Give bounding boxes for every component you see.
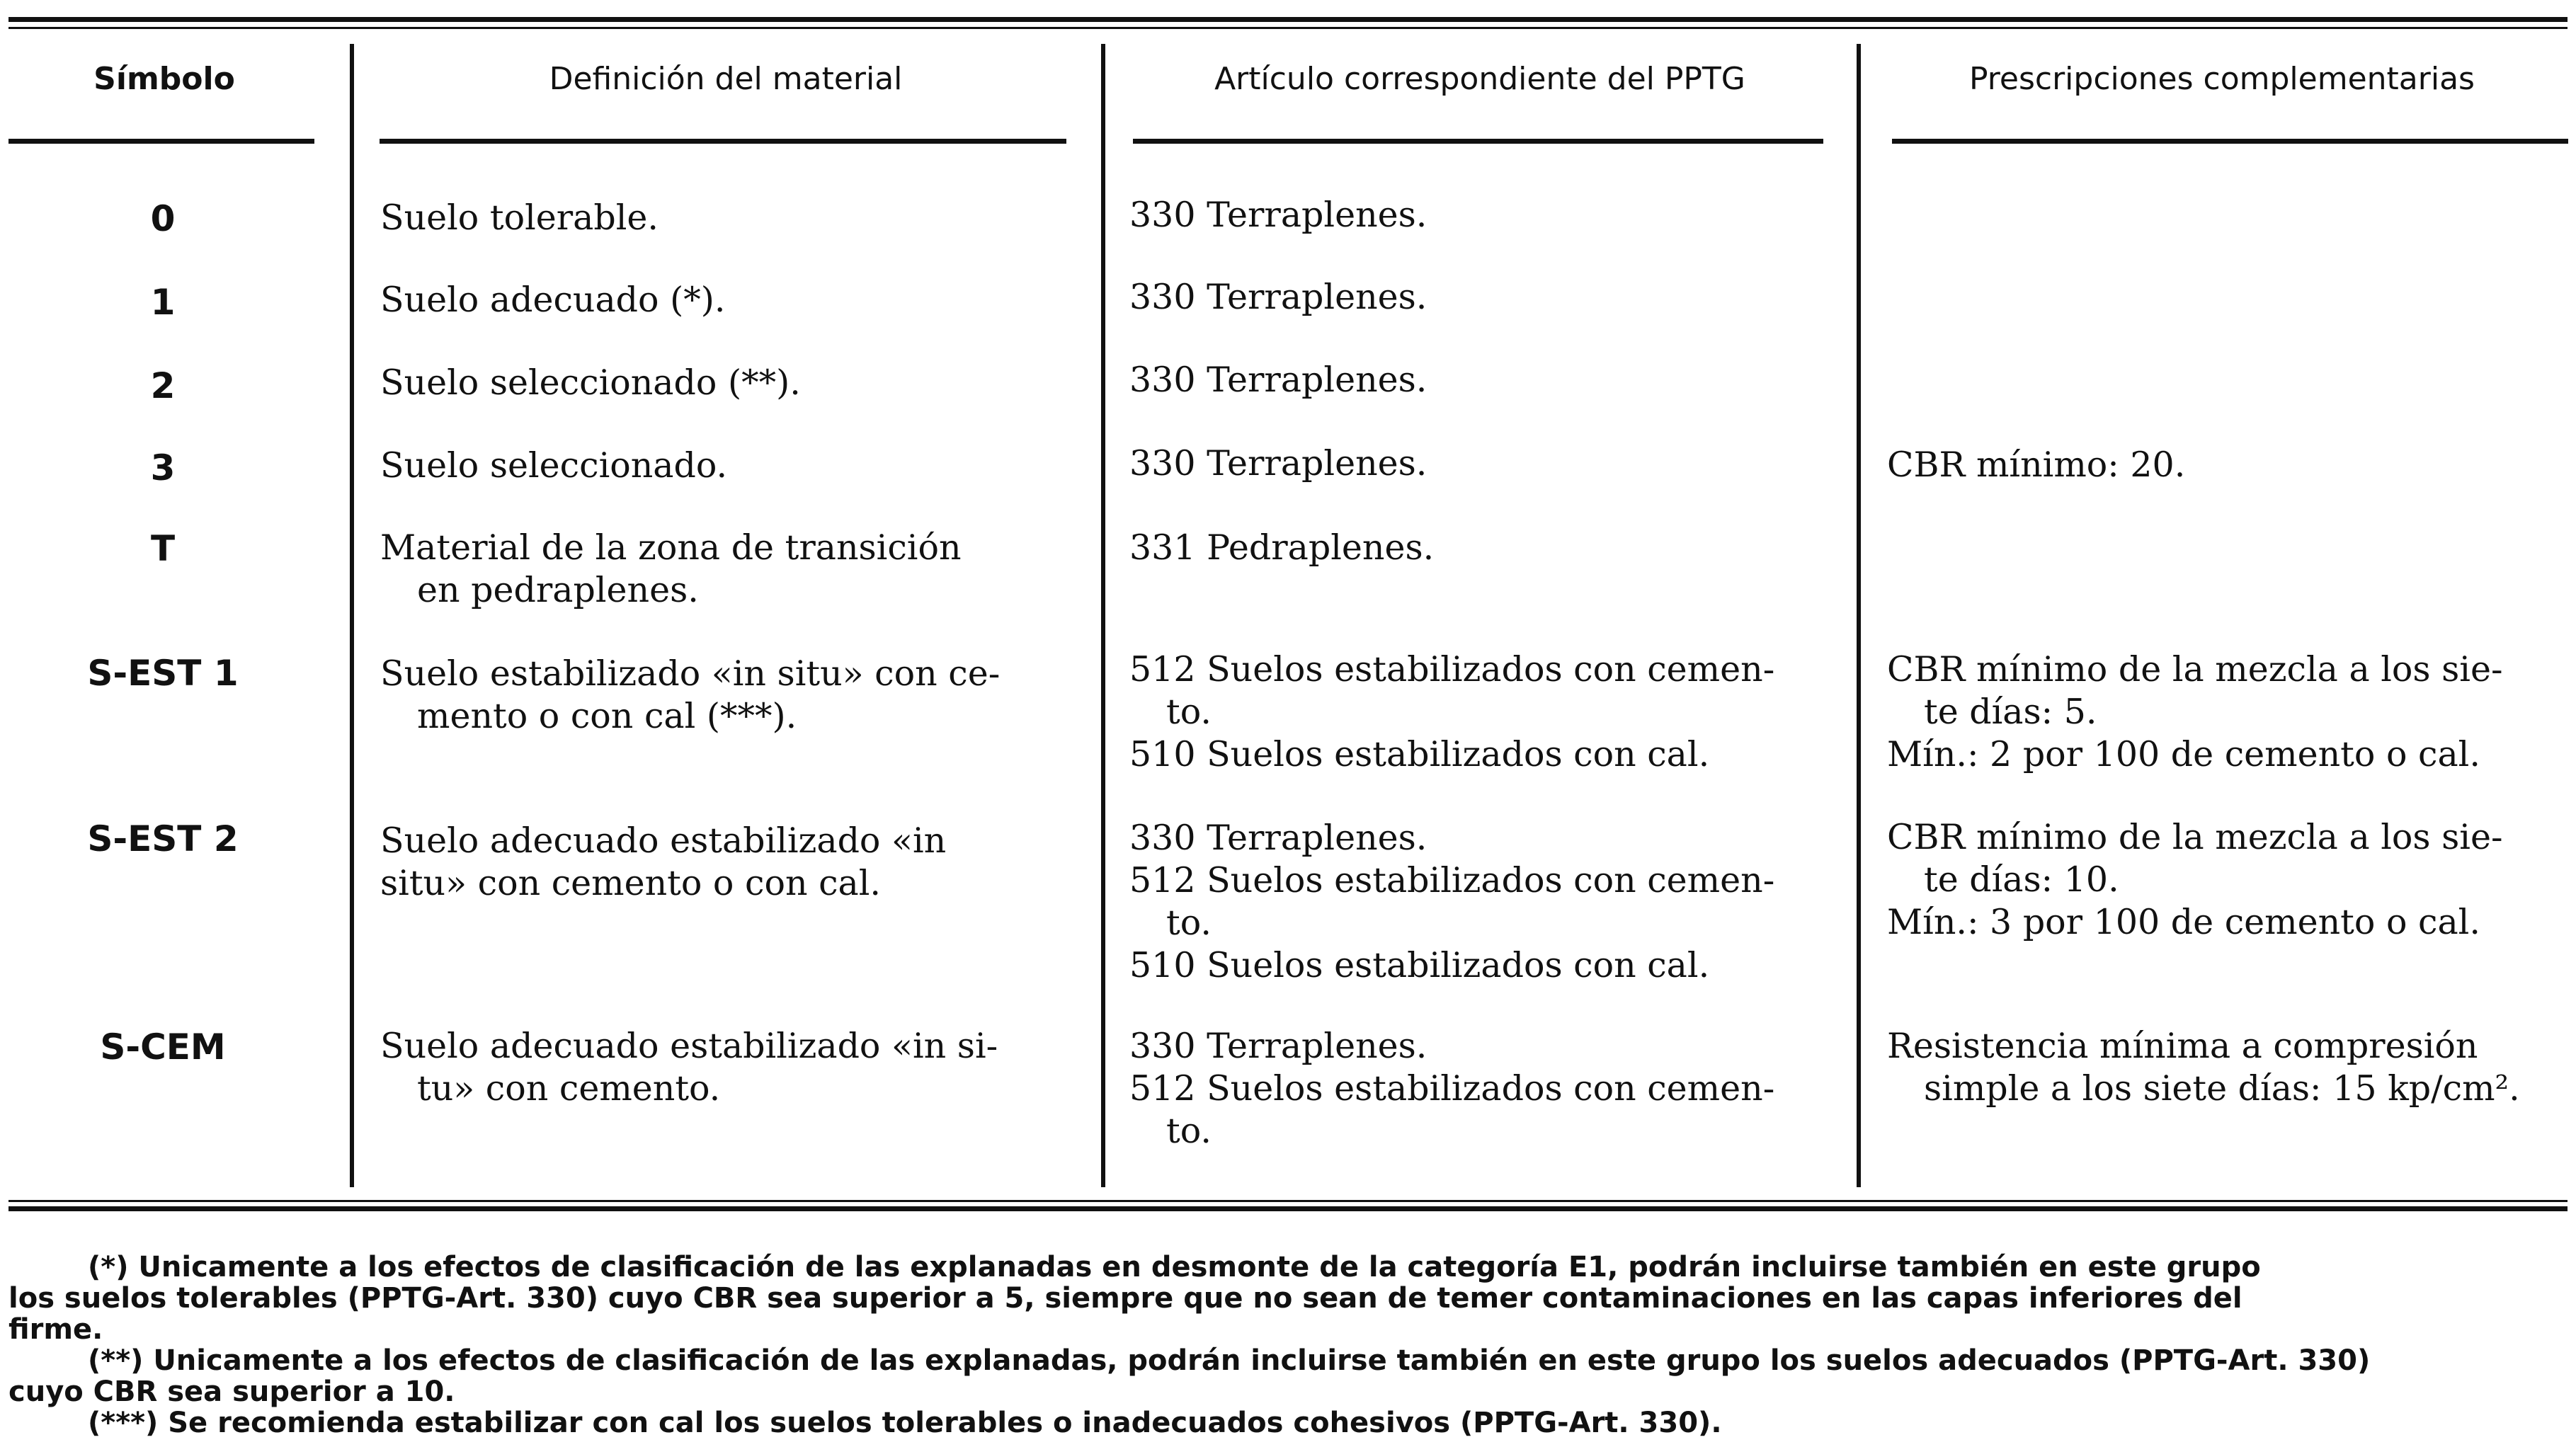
- definition-cell: [380, 820, 1074, 905]
- definition-cell: [380, 527, 1074, 612]
- definition-cell: [380, 445, 1074, 487]
- symbol-cell: S-EST 1: [87, 653, 239, 694]
- definition-line: Suelo adecuado (*).: [380, 280, 726, 320]
- header-underline-definition: [380, 139, 1066, 144]
- prescription-line: CBR mínimo de la mezcla a los sie-: [1887, 817, 2503, 857]
- bottom-rule-thin: [8, 1200, 2568, 1202]
- prescriptions-cell: [1887, 1025, 2567, 1110]
- article-line: 330 Terraplenes.: [1129, 195, 1427, 235]
- header-underline-article: [1133, 139, 1823, 144]
- article-line: 330 Terraplenes.: [1129, 443, 1427, 484]
- prescription-line: Mín.: 3 por 100 de cemento o cal.: [1887, 902, 2480, 942]
- article-line: to.: [1166, 692, 1212, 732]
- prescription-line: te días: 10.: [1924, 859, 2119, 900]
- footnote-line: cuyo CBR sea superior a 10.: [8, 1375, 455, 1408]
- definition-cell: [380, 653, 1074, 738]
- definition-line: Suelo seleccionado.: [380, 445, 728, 486]
- header-symbol: Símbolo: [93, 61, 235, 97]
- definition-cell: [380, 197, 1074, 239]
- article-line: 330 Terraplenes.: [1129, 818, 1427, 858]
- prescription-line: Resistencia mínima a compresión: [1887, 1026, 2478, 1066]
- article-line: 510 Suelos estabilizados con cal.: [1129, 945, 1710, 985]
- article-line: 512 Suelos estabilizados con cemen-: [1129, 1068, 1775, 1109]
- article-cell: [1129, 1025, 1837, 1153]
- definition-line: Material de la zona de transición: [380, 527, 962, 568]
- header-definition: Definición del material: [549, 61, 903, 97]
- article-line: to.: [1166, 1111, 1212, 1151]
- definition-line: tu» con cemento.: [417, 1068, 721, 1109]
- article-cell: [1129, 817, 1837, 987]
- symbol-cell: 0: [150, 198, 176, 239]
- definition-cell: [380, 362, 1074, 404]
- column-divider-2: [1101, 44, 1105, 1187]
- footnote-line: (***) Se recomienda estabilizar con cal los suelos tolerables o inadecuados cohesivos (PPTG-Art. 330).: [88, 1407, 1722, 1439]
- prescriptions-cell: [1887, 444, 2567, 486]
- bottom-rule-thick: [8, 1206, 2568, 1211]
- column-divider-3: [1857, 44, 1861, 1187]
- symbol-cell: T: [150, 528, 176, 569]
- article-line: 510 Suelos estabilizados con cal.: [1129, 734, 1710, 774]
- header-prescriptions: Prescripciones complementarias: [1969, 61, 2475, 97]
- prescriptions-cell: [1887, 816, 2567, 944]
- definition-cell: [380, 279, 1074, 321]
- article-cell: [1129, 442, 1837, 485]
- article-cell: [1129, 194, 1837, 236]
- definition-cell: [380, 1025, 1074, 1110]
- prescription-line: simple a los siete días: 15 kp/cm².: [1924, 1068, 2520, 1109]
- footnote-line: firme.: [8, 1313, 103, 1346]
- prescriptions-cell: [1887, 648, 2567, 776]
- article-line: 330 Terraplenes.: [1129, 277, 1427, 317]
- definition-line: Suelo seleccionado (**).: [380, 362, 801, 403]
- article-line: 512 Suelos estabilizados con cemen-: [1129, 860, 1775, 900]
- article-line: 330 Terraplenes.: [1129, 360, 1427, 400]
- footnotes: [8, 1252, 2568, 1439]
- symbol-cell: S-CEM: [100, 1026, 226, 1068]
- symbol-cell: 2: [150, 365, 176, 406]
- footnote-line: los suelos tolerables (PPTG-Art. 330) cuyo CBR sea superior a 5, siempre que no sean de temer contaminaciones en las capas inferiores del: [8, 1282, 2242, 1315]
- definition-line: en pedraplenes.: [417, 570, 699, 610]
- header-article: Artículo correspondiente del PPTG: [1214, 61, 1745, 97]
- prescription-line: CBR mínimo de la mezcla a los sie-: [1887, 649, 2503, 690]
- definition-line: situ» con cemento o con cal.: [380, 863, 881, 903]
- article-line: 331 Pedraplenes.: [1129, 527, 1435, 568]
- article-cell: [1129, 276, 1837, 319]
- prescription-line: CBR mínimo: 20.: [1887, 445, 2186, 485]
- definition-line: mento o con cal (***).: [417, 696, 797, 736]
- symbol-cell: 3: [150, 447, 176, 488]
- header-underline-symbol: [8, 139, 314, 144]
- definition-line: Suelo estabilizado «in situ» con ce-: [380, 653, 1001, 694]
- footnote-line: (**) Unicamente a los efectos de clasificación de las explanadas, podrán incluirse también en este grupo los suelos adecuados (PPTG-Art. 330): [88, 1344, 2371, 1377]
- prescription-line: te días: 5.: [1924, 692, 2097, 732]
- top-rule-thin: [8, 27, 2568, 29]
- article-line: to.: [1166, 903, 1212, 943]
- symbol-cell: S-EST 2: [87, 818, 239, 859]
- article-cell: [1129, 648, 1837, 776]
- symbol-cell: 1: [150, 282, 176, 323]
- article-cell: [1129, 527, 1837, 569]
- definition-line: Suelo tolerable.: [380, 198, 659, 238]
- definition-line: Suelo adecuado estabilizado «in si-: [380, 1026, 998, 1066]
- prescription-line: Mín.: 2 por 100 de cemento o cal.: [1887, 734, 2480, 774]
- article-line: 512 Suelos estabilizados con cemen-: [1129, 649, 1775, 690]
- definition-line: Suelo adecuado estabilizado «in: [380, 820, 947, 861]
- top-rule-thick: [8, 17, 2568, 22]
- article-line: 330 Terraplenes.: [1129, 1026, 1427, 1066]
- footnote-line: (*) Unicamente a los efectos de clasificación de las explanadas en desmonte de la categoría E1, podrán incluirse también en este grupo: [88, 1251, 2261, 1283]
- column-divider-1: [350, 44, 354, 1187]
- header-underline-prescriptions: [1892, 139, 2568, 144]
- article-cell: [1129, 359, 1837, 401]
